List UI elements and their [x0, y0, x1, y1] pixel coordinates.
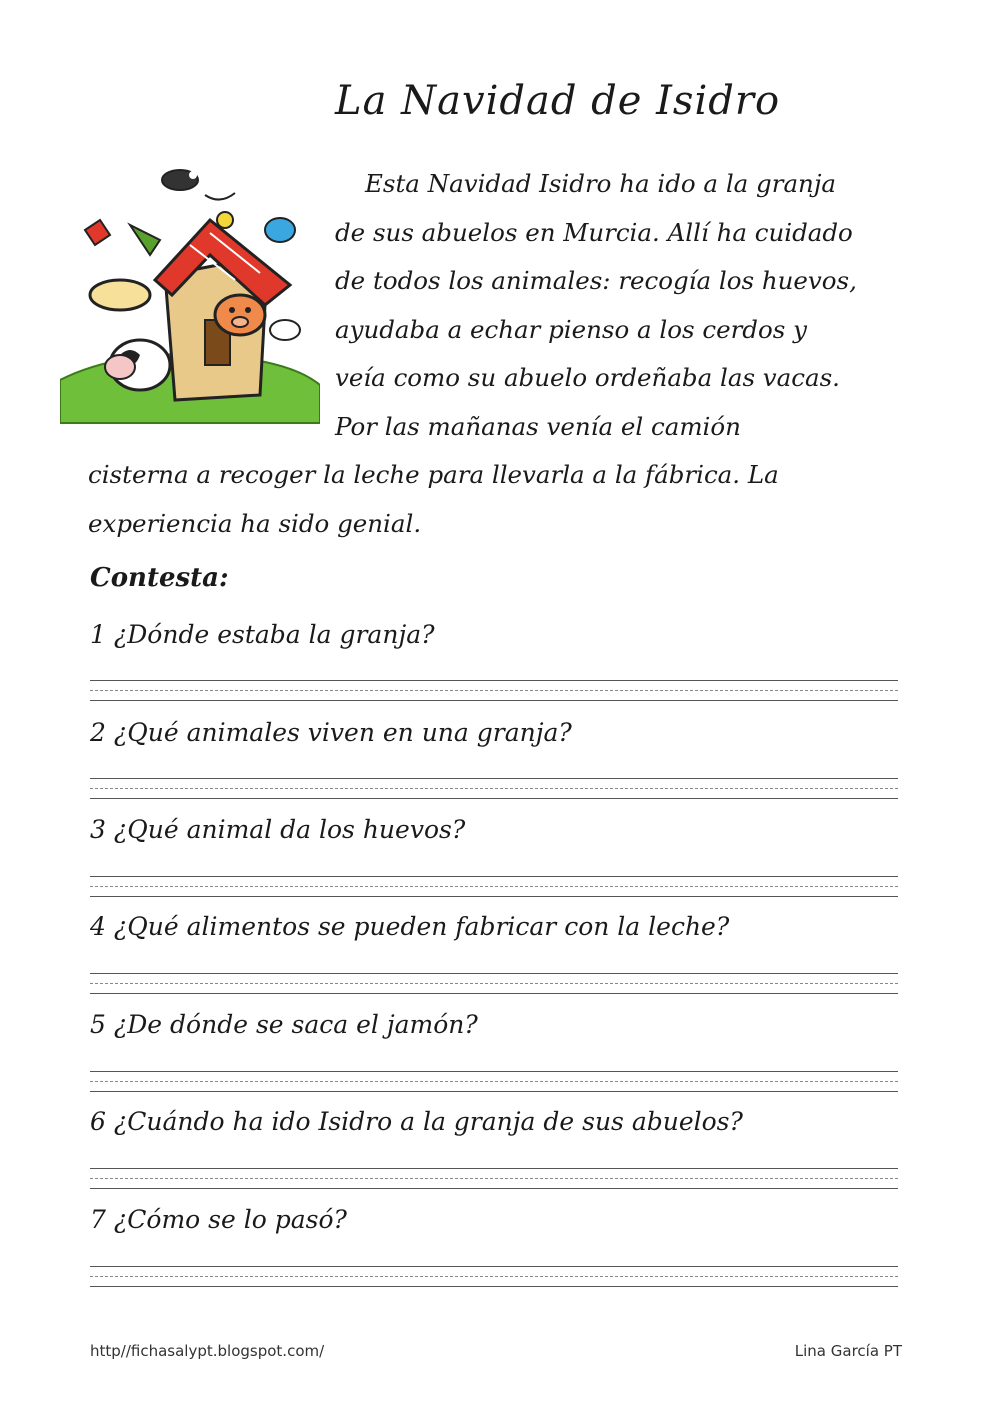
- question-number: 4: [90, 912, 106, 941]
- section-label: Contesta:: [90, 563, 229, 593]
- answer-line[interactable]: [90, 993, 898, 994]
- question-5: [90, 1010, 478, 1039]
- answer-line[interactable]: [90, 1071, 898, 1072]
- answer-guide-line: [90, 983, 898, 984]
- answer-guide-line: [90, 690, 898, 691]
- story-line: experiencia ha sido genial.: [88, 508, 422, 538]
- answer-guide-line: [90, 1081, 898, 1082]
- story-line: de sus abuelos en Murcia. Allí ha cuidado: [335, 217, 853, 247]
- question-number: 1: [90, 620, 106, 649]
- question-4: [90, 912, 729, 941]
- question-7: [90, 1205, 347, 1234]
- story-line: veía como su abuelo ordeñaba las vacas.: [335, 363, 840, 392]
- answer-line[interactable]: [90, 1091, 898, 1092]
- answer-line[interactable]: [90, 798, 898, 799]
- question-number: 2: [90, 718, 106, 747]
- question-text: ¿Qué animal da los huevos?: [113, 815, 466, 844]
- question-text: ¿Cómo se lo pasó?: [113, 1205, 347, 1234]
- footer-url: http//fichasalypt.blogspot.com/: [90, 1342, 325, 1360]
- footer-author: Lina García PT: [794, 1342, 902, 1360]
- story-line: ayudaba a echar pienso a los cerdos y: [335, 314, 807, 344]
- answer-line[interactable]: [90, 1188, 898, 1189]
- question-number: 5: [90, 1010, 106, 1039]
- question-text: ¿Cuándo ha ido Isidro a la granja de sus abuelos?: [113, 1107, 743, 1136]
- answer-guide-line: [90, 788, 898, 789]
- story-line: Por las mañanas venía el camión: [335, 411, 741, 441]
- answer-guide-line: [90, 1276, 898, 1277]
- story-line: Esta Navidad Isidro ha ido a la granja: [365, 169, 837, 198]
- question-number: 7: [90, 1205, 106, 1234]
- answer-line[interactable]: [90, 973, 898, 974]
- question-text: ¿De dónde se saca el jamón?: [113, 1010, 478, 1039]
- question-number: 3: [90, 815, 106, 844]
- answer-line[interactable]: [90, 1168, 898, 1169]
- answer-line[interactable]: [90, 700, 898, 701]
- question-text: ¿Qué animales viven en una granja?: [113, 718, 572, 747]
- question-text: ¿Qué alimentos se pueden fabricar con la leche?: [113, 912, 730, 941]
- answer-guide-line: [90, 1178, 898, 1179]
- question-text: ¿Dónde estaba la granja?: [113, 620, 435, 649]
- answer-guide-line: [90, 886, 898, 887]
- answer-line[interactable]: [90, 778, 898, 779]
- question-1: [90, 620, 435, 649]
- story-paragraph: [88, 160, 908, 548]
- page-title: La Navidad de Isidro: [335, 78, 781, 124]
- question-number: 6: [90, 1107, 106, 1136]
- question-3: [90, 815, 465, 844]
- answer-line[interactable]: [90, 680, 898, 681]
- question-2: [90, 718, 572, 747]
- story-line: cisterna a recoger la leche para llevarla a la fábrica. La: [88, 460, 779, 489]
- question-6: [90, 1107, 743, 1136]
- answer-line[interactable]: [90, 1266, 898, 1267]
- story-line: de todos los animales: recogía los huevos,: [335, 266, 857, 295]
- answer-line[interactable]: [90, 896, 898, 897]
- answer-line[interactable]: [90, 876, 898, 877]
- answer-line[interactable]: [90, 1286, 898, 1287]
